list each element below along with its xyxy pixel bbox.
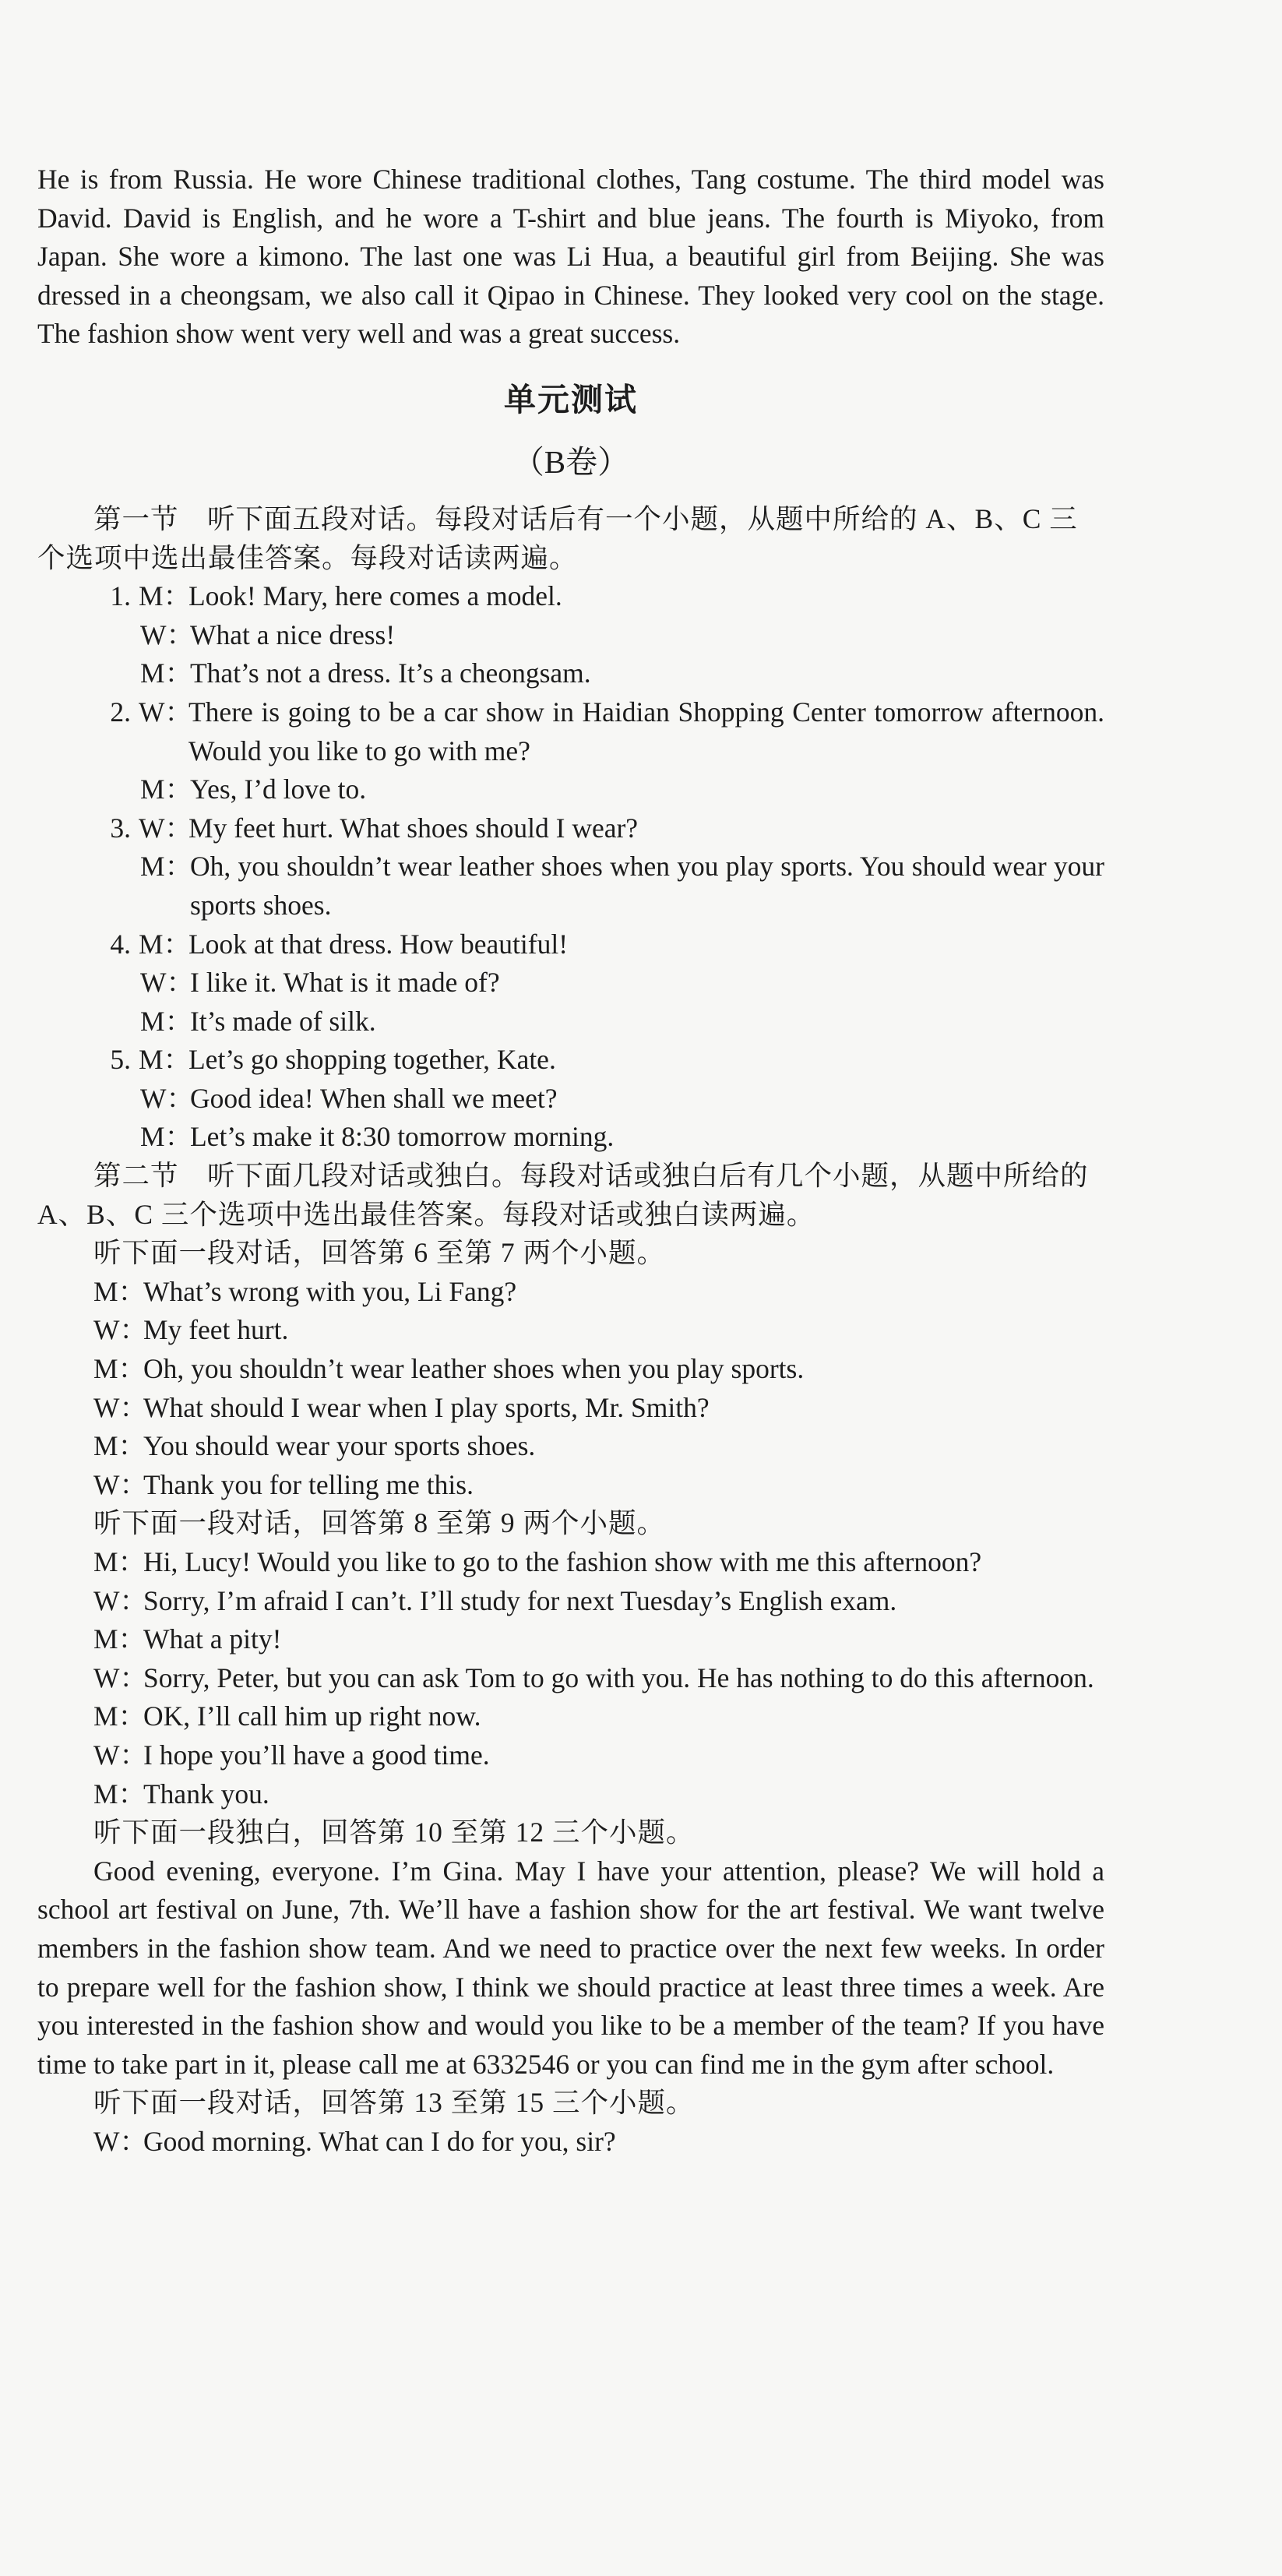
dialogue-text: OK, I’ll call him up right now. — [143, 1700, 481, 1732]
dialogue-text: Sorry, I’m afraid I can’t. I’ll study for next Tuesday’s English exam. — [143, 1584, 897, 1616]
dialogue-line — [37, 925, 1104, 964]
q6-7-dialogue — [37, 1273, 1104, 1505]
speaker-label: W： — [93, 1391, 148, 1423]
speaker-label: M： — [139, 580, 192, 612]
speaker-label: W： — [93, 1584, 148, 1616]
speaker-label: W： — [140, 1082, 195, 1114]
dialogue-text: What a nice dress! — [190, 618, 396, 650]
dialogue-text: My feet hurt. What shoes should I wear? — [188, 812, 639, 844]
dialogue-text: Look at that dress. How beautiful! — [188, 928, 569, 960]
question-number: 4. — [110, 928, 131, 960]
question-number: 1. — [110, 580, 131, 612]
part1-dialogues — [37, 577, 1104, 1157]
dialogue-line — [37, 693, 1104, 770]
speaker-label: W： — [140, 618, 195, 650]
speaker-label: W： — [139, 812, 193, 844]
part1-instruction: 第一节 听下面五段对话。每段对话后有一个小题，从题中所给的 A、B、C 三个选项中选出最佳答案。每段对话读两遍。 — [37, 502, 1078, 573]
speaker-label: M： — [93, 1353, 146, 1385]
speaker-label: W： — [93, 2125, 148, 2157]
speaker-label: M： — [93, 1700, 146, 1732]
dialogue-line — [37, 1311, 1104, 1350]
speaker-label: M： — [139, 928, 192, 960]
dialogue-text: It’s made of silk. — [190, 1005, 376, 1037]
intro-paragraph: He is from Russia. He wore Chinese traditional clothes, Tang costume. The third model was David. David is English, and he wore a T-shirt and blue jeans. The fourth is Miyoko, from Japan. She wore a kimono. The last one was Li Hua, a beautiful girl from Beijing. She was dressed in a cheongsam, we also call it Qipao in Chinese. They looked very cool on the stage. The fashion show went very well and was a great success. — [37, 164, 1104, 350]
dialogue-text: What’s wrong with you, Li Fang? — [143, 1275, 517, 1307]
q8-9-instruction: 听下面一段对话，回答第 8 至第 9 两个小题。 — [93, 1507, 666, 1539]
dialogue-line — [37, 1080, 1104, 1119]
dialogue-line — [37, 1118, 1104, 1157]
q10-12-monologue: Good evening, everyone. I’m Gina. May I have your attention, please? We will hold a school art festival on June, 7th. We’ll have a fashion show for the art festival. We want twelve members in the fashion show team. And we need to practice over the next few weeks. In order to prepare well for the fashion show, I think we should practice at least three times a week. Are you interested in the fashion show and would you like to be a member of the team? If you have time to take part in it, please call me at 6332546 or you can find me in the gym after school. — [37, 1855, 1104, 2080]
speaker-label: M： — [93, 1275, 146, 1307]
dialogue-text: Look! Mary, here comes a model. — [188, 580, 562, 612]
dialogue-line — [37, 1620, 1104, 1659]
q13-15-instruction: 听下面一段对话，回答第 13 至第 15 三个小题。 — [93, 2087, 695, 2119]
dialogue-text: Yes, I’d love to. — [190, 774, 367, 805]
dialogue-line — [37, 654, 1104, 693]
dialogue-text: Let’s make it 8:30 tomorrow morning. — [190, 1121, 615, 1153]
speaker-label: M： — [140, 1005, 193, 1037]
dialogue-text: I like it. What is it made of? — [190, 967, 500, 999]
dialogue-line — [37, 616, 1104, 655]
dialogue-line — [37, 1041, 1104, 1080]
dialogue-line — [37, 1543, 1104, 1582]
dialogue-text: There is going to be a car show in Haidian Shopping Center tomorrow afternoon. Would you like to go with me? — [188, 696, 1104, 766]
dialogue-text: Thank you. — [143, 1778, 269, 1810]
part2-instruction: 第二节 听下面几段对话或独白。每段对话或独白后有几个小题，从题中所给的 A、B、C 三个选项中选出最佳答案。每段对话或独白读两遍。 — [37, 1160, 1089, 1230]
dialogue-line — [37, 1582, 1104, 1621]
dialogue-line — [37, 1427, 1104, 1466]
dialogue-text: What should I wear when I play sports, Mr. Smith? — [143, 1391, 710, 1423]
speaker-label: M： — [140, 774, 193, 805]
paper-label: （B卷） — [512, 443, 630, 480]
q6-7-instruction: 听下面一段对话，回答第 6 至第 7 两个小题。 — [93, 1237, 666, 1269]
question-number: 2. — [110, 696, 131, 728]
dialogue-text: Let’s go shopping together, Kate. — [188, 1044, 556, 1076]
dialogue-line — [37, 809, 1104, 848]
q10-12-instruction: 听下面一段独白，回答第 10 至第 12 三个小题。 — [93, 1817, 695, 1848]
dialogue-text: Hi, Lucy! Would you like to go to the fashion show with me this afternoon? — [143, 1546, 982, 1577]
dialogue-text: Good morning. What can I do for you, sir? — [143, 2125, 616, 2157]
speaker-label: W： — [93, 1314, 148, 1346]
dialogue-line — [37, 1775, 1104, 1814]
speaker-label: M： — [93, 1623, 146, 1655]
speaker-label: M： — [140, 851, 193, 883]
speaker-label: M： — [140, 1121, 193, 1153]
dialogue-line — [37, 848, 1104, 925]
dialogue-line — [37, 1003, 1104, 1041]
speaker-label: M： — [140, 657, 193, 689]
dialogue-text: I hope you’ll have a good time. — [143, 1739, 490, 1771]
dialogue-text: Oh, you shouldn’t wear leather shoes when you play sports. — [143, 1353, 805, 1385]
dialogue-text: Oh, you shouldn’t wear leather shoes when you play sports. You should wear your sports shoes. — [190, 851, 1104, 921]
dialogue-line — [37, 1659, 1104, 1698]
speaker-label: W： — [93, 1468, 148, 1500]
speaker-label: W： — [140, 967, 195, 999]
speaker-label: M： — [93, 1430, 146, 1462]
dialogue-text: Good idea! When shall we meet? — [190, 1082, 558, 1114]
question-number: 3. — [110, 812, 131, 844]
dialogue-text: Thank you for telling me this. — [143, 1468, 474, 1500]
speaker-label: W： — [93, 1739, 148, 1771]
speaker-label: M： — [93, 1778, 146, 1810]
dialogue-line — [37, 2123, 1104, 2162]
dialogue-line — [37, 1350, 1104, 1389]
dialogue-text: You should wear your sports shoes. — [143, 1430, 536, 1462]
dialogue-line — [37, 964, 1104, 1003]
dialogue-text: Sorry, Peter, but you can ask Tom to go with you. He has nothing to do this afternoon. — [143, 1662, 1094, 1693]
dialogue-line — [37, 1736, 1104, 1775]
q8-9-dialogue — [37, 1543, 1104, 1813]
speaker-label: W： — [139, 696, 193, 728]
speaker-label: M： — [139, 1044, 192, 1076]
dialogue-line — [37, 1389, 1104, 1428]
dialogue-text: That’s not a dress. It’s a cheongsam. — [190, 657, 591, 689]
dialogue-text: My feet hurt. — [143, 1314, 289, 1346]
q13-15-dialogue — [37, 2123, 1104, 2162]
dialogue-line — [37, 1697, 1104, 1736]
dialogue-line — [37, 1273, 1104, 1312]
speaker-label: W： — [93, 1662, 148, 1693]
dialogue-line — [37, 1466, 1104, 1505]
section-title: 单元测试 — [504, 381, 638, 418]
question-number: 5. — [110, 1044, 131, 1076]
speaker-label: M： — [93, 1546, 146, 1577]
dialogue-text: What a pity! — [143, 1623, 282, 1655]
dialogue-line — [37, 770, 1104, 809]
dialogue-line — [37, 577, 1104, 616]
